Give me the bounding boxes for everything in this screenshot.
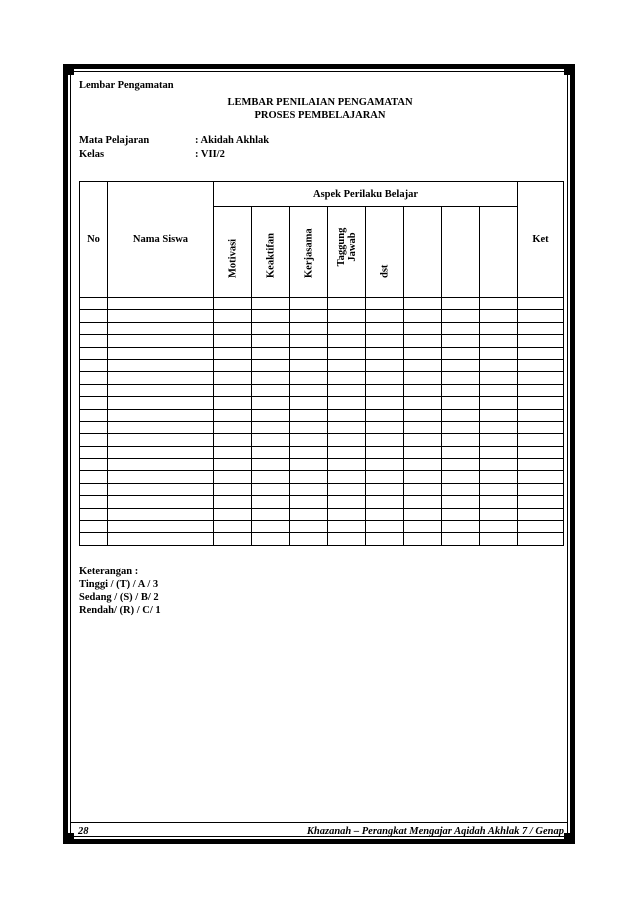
table-cell[interactable] bbox=[252, 372, 290, 384]
table-row bbox=[80, 434, 564, 446]
table-cell[interactable] bbox=[290, 310, 328, 322]
table-cell[interactable] bbox=[214, 298, 252, 310]
table-cell[interactable] bbox=[518, 335, 564, 347]
table-cell[interactable] bbox=[328, 508, 366, 520]
table-cell[interactable] bbox=[80, 508, 108, 520]
table-cell[interactable] bbox=[108, 521, 214, 533]
table-cell[interactable] bbox=[404, 347, 442, 359]
table-cell[interactable] bbox=[404, 508, 442, 520]
table-row bbox=[80, 521, 564, 533]
table-cell[interactable] bbox=[328, 384, 366, 396]
table-cell[interactable] bbox=[366, 483, 404, 495]
table-cell[interactable] bbox=[328, 483, 366, 495]
table-cell[interactable] bbox=[214, 471, 252, 483]
table-cell[interactable] bbox=[480, 298, 518, 310]
table-cell[interactable] bbox=[252, 471, 290, 483]
table-cell[interactable] bbox=[366, 434, 404, 446]
table-cell[interactable] bbox=[518, 397, 564, 409]
footer-divider bbox=[70, 822, 568, 823]
table-row bbox=[80, 421, 564, 433]
table-cell[interactable] bbox=[108, 483, 214, 495]
column-group-header-aspects: Aspek Perilaku Belajar bbox=[214, 182, 518, 207]
table-cell[interactable] bbox=[442, 347, 480, 359]
legend-item: Tinggi / (T) / A / 3 bbox=[79, 579, 159, 590]
subject-value: : Akidah Akhlak bbox=[195, 135, 270, 146]
table-cell[interactable] bbox=[366, 359, 404, 371]
table-row bbox=[80, 347, 564, 359]
table-cell[interactable] bbox=[214, 397, 252, 409]
table-cell[interactable] bbox=[518, 384, 564, 396]
table-cell[interactable] bbox=[290, 434, 328, 446]
table-cell[interactable] bbox=[404, 521, 442, 533]
table-cell[interactable] bbox=[366, 335, 404, 347]
table-cell[interactable] bbox=[328, 533, 366, 545]
table-cell[interactable] bbox=[328, 397, 366, 409]
table-row bbox=[80, 533, 564, 545]
table-row bbox=[80, 384, 564, 396]
table-cell[interactable] bbox=[108, 446, 214, 458]
table-cell[interactable] bbox=[214, 496, 252, 508]
table-cell[interactable] bbox=[442, 421, 480, 433]
table-cell[interactable] bbox=[442, 471, 480, 483]
aspect-header bbox=[404, 207, 442, 298]
table-cell[interactable] bbox=[404, 434, 442, 446]
class-label: Kelas bbox=[79, 149, 105, 160]
table-cell[interactable] bbox=[214, 508, 252, 520]
table-cell[interactable] bbox=[404, 397, 442, 409]
table-cell[interactable] bbox=[252, 347, 290, 359]
table-row bbox=[80, 483, 564, 495]
table-cell[interactable] bbox=[366, 521, 404, 533]
table-cell[interactable] bbox=[108, 397, 214, 409]
table-cell[interactable] bbox=[518, 434, 564, 446]
table-cell[interactable] bbox=[404, 483, 442, 495]
table-cell[interactable] bbox=[80, 459, 108, 471]
legend-item: Rendah/ (R) / C/ 1 bbox=[79, 605, 161, 616]
table-cell[interactable] bbox=[480, 508, 518, 520]
table-cell[interactable] bbox=[366, 310, 404, 322]
table-cell[interactable] bbox=[252, 459, 290, 471]
table-cell[interactable] bbox=[214, 310, 252, 322]
table-cell[interactable] bbox=[252, 521, 290, 533]
table-cell[interactable] bbox=[252, 508, 290, 520]
table-cell[interactable] bbox=[328, 335, 366, 347]
table-cell[interactable] bbox=[518, 359, 564, 371]
table-cell[interactable] bbox=[80, 471, 108, 483]
table-cell[interactable] bbox=[290, 496, 328, 508]
table-cell[interactable] bbox=[252, 359, 290, 371]
table-cell[interactable] bbox=[404, 459, 442, 471]
table-cell[interactable] bbox=[214, 446, 252, 458]
table-cell[interactable] bbox=[404, 298, 442, 310]
table-cell[interactable] bbox=[328, 409, 366, 421]
table-cell[interactable] bbox=[80, 347, 108, 359]
table-row bbox=[80, 298, 564, 310]
table-cell[interactable] bbox=[80, 359, 108, 371]
table-cell[interactable] bbox=[290, 459, 328, 471]
table-cell[interactable] bbox=[518, 310, 564, 322]
table-cell[interactable] bbox=[518, 496, 564, 508]
table-cell[interactable] bbox=[480, 533, 518, 545]
column-header-no: No bbox=[80, 182, 108, 298]
table-cell[interactable] bbox=[404, 533, 442, 545]
table-cell[interactable] bbox=[108, 471, 214, 483]
table-cell[interactable] bbox=[366, 421, 404, 433]
table-cell[interactable] bbox=[404, 496, 442, 508]
table-cell[interactable] bbox=[366, 298, 404, 310]
table-cell[interactable] bbox=[442, 533, 480, 545]
table-cell[interactable] bbox=[252, 310, 290, 322]
table-cell[interactable] bbox=[252, 496, 290, 508]
aspect-header: Taggung Jawab bbox=[328, 207, 366, 298]
table-cell[interactable] bbox=[108, 459, 214, 471]
table-cell[interactable] bbox=[214, 434, 252, 446]
table-cell[interactable] bbox=[404, 335, 442, 347]
table-cell[interactable] bbox=[290, 397, 328, 409]
document-title-line2: PROSES PEMBELAJARAN bbox=[254, 110, 386, 121]
table-row bbox=[80, 372, 564, 384]
table-cell[interactable] bbox=[80, 384, 108, 396]
table-cell[interactable] bbox=[290, 359, 328, 371]
table-cell[interactable] bbox=[108, 421, 214, 433]
legend-title: Keterangan : bbox=[79, 566, 139, 577]
table-cell[interactable] bbox=[442, 298, 480, 310]
table-cell[interactable] bbox=[80, 446, 108, 458]
table-cell[interactable] bbox=[518, 322, 564, 334]
table-cell[interactable] bbox=[404, 446, 442, 458]
column-header-ket: Ket bbox=[518, 182, 564, 298]
table-cell[interactable] bbox=[480, 483, 518, 495]
table-cell[interactable] bbox=[442, 459, 480, 471]
table-row bbox=[80, 397, 564, 409]
table-cell[interactable] bbox=[366, 446, 404, 458]
table-cell[interactable] bbox=[366, 397, 404, 409]
table-cell[interactable] bbox=[252, 298, 290, 310]
aspect-header bbox=[480, 207, 518, 298]
table-cell[interactable] bbox=[328, 322, 366, 334]
table-cell[interactable] bbox=[518, 471, 564, 483]
aspect-header: Kerjasama bbox=[290, 207, 328, 298]
table-cell[interactable] bbox=[480, 359, 518, 371]
table-cell[interactable] bbox=[290, 322, 328, 334]
table-cell[interactable] bbox=[518, 347, 564, 359]
table-cell[interactable] bbox=[328, 298, 366, 310]
table-cell[interactable] bbox=[328, 496, 366, 508]
table-cell[interactable] bbox=[404, 359, 442, 371]
table-cell[interactable] bbox=[366, 372, 404, 384]
table-cell[interactable] bbox=[252, 446, 290, 458]
table-cell[interactable] bbox=[290, 533, 328, 545]
aspect-header: Motivasi bbox=[214, 207, 252, 298]
table-cell[interactable] bbox=[290, 347, 328, 359]
table-cell[interactable] bbox=[290, 508, 328, 520]
table-cell[interactable] bbox=[442, 434, 480, 446]
table-cell[interactable] bbox=[404, 372, 442, 384]
table-cell[interactable] bbox=[328, 459, 366, 471]
table-cell[interactable] bbox=[480, 372, 518, 384]
table-cell[interactable] bbox=[442, 359, 480, 371]
table-cell[interactable] bbox=[80, 533, 108, 545]
table-cell[interactable] bbox=[366, 459, 404, 471]
table-cell[interactable] bbox=[518, 459, 564, 471]
table-cell[interactable] bbox=[108, 298, 214, 310]
table-cell[interactable] bbox=[214, 533, 252, 545]
legend-item: Sedang / (S) / B/ 2 bbox=[79, 592, 159, 603]
table-cell[interactable] bbox=[480, 347, 518, 359]
table-cell[interactable] bbox=[214, 335, 252, 347]
table-cell[interactable] bbox=[442, 521, 480, 533]
table-cell[interactable] bbox=[214, 521, 252, 533]
table-cell[interactable] bbox=[214, 347, 252, 359]
table-cell[interactable] bbox=[108, 359, 214, 371]
table-cell[interactable] bbox=[328, 359, 366, 371]
table-cell[interactable] bbox=[480, 471, 518, 483]
table-cell[interactable] bbox=[290, 471, 328, 483]
table-cell[interactable] bbox=[442, 483, 480, 495]
table-cell[interactable] bbox=[108, 496, 214, 508]
table-cell[interactable] bbox=[108, 347, 214, 359]
table-cell[interactable] bbox=[480, 521, 518, 533]
frame-corner bbox=[63, 64, 74, 75]
table-cell[interactable] bbox=[80, 496, 108, 508]
table-cell[interactable] bbox=[518, 446, 564, 458]
table-cell[interactable] bbox=[518, 421, 564, 433]
table-cell[interactable] bbox=[480, 446, 518, 458]
table-row bbox=[80, 409, 564, 421]
frame-corner bbox=[63, 833, 74, 844]
table-cell[interactable] bbox=[366, 471, 404, 483]
table-cell[interactable] bbox=[80, 421, 108, 433]
table-cell[interactable] bbox=[518, 533, 564, 545]
table-row bbox=[80, 335, 564, 347]
table-cell[interactable] bbox=[480, 409, 518, 421]
table-cell[interactable] bbox=[252, 421, 290, 433]
table-cell[interactable] bbox=[404, 409, 442, 421]
class-value: : VII/2 bbox=[195, 149, 225, 160]
table-cell[interactable] bbox=[404, 322, 442, 334]
table-cell[interactable] bbox=[290, 446, 328, 458]
table-cell[interactable] bbox=[404, 421, 442, 433]
table-cell[interactable] bbox=[442, 508, 480, 520]
table-cell[interactable] bbox=[442, 310, 480, 322]
table-cell[interactable] bbox=[480, 384, 518, 396]
table-row bbox=[80, 446, 564, 458]
table-cell[interactable] bbox=[442, 496, 480, 508]
table-cell[interactable] bbox=[214, 459, 252, 471]
table-cell[interactable] bbox=[480, 310, 518, 322]
table-cell[interactable] bbox=[290, 372, 328, 384]
table-cell[interactable] bbox=[290, 335, 328, 347]
table-cell[interactable] bbox=[328, 421, 366, 433]
table-row bbox=[80, 471, 564, 483]
table-cell[interactable] bbox=[366, 384, 404, 396]
document-title-line1: LEMBAR PENILAIAN PENGAMATAN bbox=[227, 97, 413, 108]
column-header-name: Nama Siswa bbox=[108, 182, 214, 298]
table-row bbox=[80, 322, 564, 334]
table-cell[interactable] bbox=[214, 359, 252, 371]
table-cell[interactable] bbox=[80, 409, 108, 421]
table-cell[interactable] bbox=[442, 397, 480, 409]
table-cell[interactable] bbox=[214, 421, 252, 433]
table-cell[interactable] bbox=[290, 384, 328, 396]
table-cell[interactable] bbox=[518, 409, 564, 421]
table-cell[interactable] bbox=[108, 384, 214, 396]
table-cell[interactable] bbox=[108, 322, 214, 334]
table-row bbox=[80, 310, 564, 322]
subject-label: Mata Pelajaran bbox=[79, 135, 150, 146]
table-cell[interactable] bbox=[480, 421, 518, 433]
table-cell[interactable] bbox=[214, 409, 252, 421]
table-cell[interactable] bbox=[328, 521, 366, 533]
table-cell[interactable] bbox=[404, 471, 442, 483]
table-cell[interactable] bbox=[366, 322, 404, 334]
table-cell[interactable] bbox=[80, 335, 108, 347]
table-cell[interactable] bbox=[108, 434, 214, 446]
page-number: 28 bbox=[78, 826, 89, 837]
table-cell[interactable] bbox=[80, 434, 108, 446]
table-cell[interactable] bbox=[442, 409, 480, 421]
table-cell[interactable] bbox=[518, 521, 564, 533]
table-cell[interactable] bbox=[108, 372, 214, 384]
table-cell[interactable] bbox=[442, 446, 480, 458]
table-cell[interactable] bbox=[480, 434, 518, 446]
table-cell[interactable] bbox=[480, 322, 518, 334]
table-cell[interactable] bbox=[518, 298, 564, 310]
table-cell[interactable] bbox=[252, 335, 290, 347]
table-cell[interactable] bbox=[80, 310, 108, 322]
table-cell[interactable] bbox=[328, 434, 366, 446]
table-cell[interactable] bbox=[252, 397, 290, 409]
table-cell[interactable] bbox=[366, 508, 404, 520]
table-cell[interactable] bbox=[328, 471, 366, 483]
table-cell[interactable] bbox=[108, 335, 214, 347]
sheet-label: Lembar Pengamatan bbox=[79, 80, 174, 91]
table-cell[interactable] bbox=[366, 409, 404, 421]
aspect-header: dst bbox=[366, 207, 404, 298]
table-cell[interactable] bbox=[214, 384, 252, 396]
table-cell[interactable] bbox=[366, 347, 404, 359]
table-cell[interactable] bbox=[252, 483, 290, 495]
frame-corner bbox=[564, 833, 575, 844]
table-row bbox=[80, 496, 564, 508]
table-cell[interactable] bbox=[442, 384, 480, 396]
table-cell[interactable] bbox=[290, 421, 328, 433]
table-row bbox=[80, 459, 564, 471]
table-cell[interactable] bbox=[252, 409, 290, 421]
aspect-header: Keaktifan bbox=[252, 207, 290, 298]
book-title: Khazanah – Perangkat Mengajar Aqidah Akhlak 7 / Genap bbox=[306, 826, 564, 837]
table-cell[interactable] bbox=[252, 322, 290, 334]
table-cell[interactable] bbox=[518, 483, 564, 495]
table-cell[interactable] bbox=[480, 496, 518, 508]
table-cell[interactable] bbox=[214, 372, 252, 384]
table-cell[interactable] bbox=[290, 483, 328, 495]
frame-corner bbox=[564, 64, 575, 75]
table-cell[interactable] bbox=[480, 459, 518, 471]
table-cell[interactable] bbox=[290, 521, 328, 533]
table-cell[interactable] bbox=[108, 508, 214, 520]
aspect-header bbox=[442, 207, 480, 298]
table-cell[interactable] bbox=[290, 298, 328, 310]
table-cell[interactable] bbox=[366, 496, 404, 508]
table-cell[interactable] bbox=[404, 310, 442, 322]
table-cell[interactable] bbox=[80, 322, 108, 334]
table-cell[interactable] bbox=[442, 322, 480, 334]
table-row bbox=[80, 359, 564, 371]
table-row bbox=[80, 508, 564, 520]
observation-table bbox=[79, 181, 564, 546]
table-cell[interactable] bbox=[328, 446, 366, 458]
table-cell[interactable] bbox=[252, 434, 290, 446]
table-cell[interactable] bbox=[328, 310, 366, 322]
table-cell[interactable] bbox=[108, 533, 214, 545]
table-cell[interactable] bbox=[366, 533, 404, 545]
table-cell[interactable] bbox=[442, 335, 480, 347]
table-cell[interactable] bbox=[518, 372, 564, 384]
table-cell[interactable] bbox=[214, 483, 252, 495]
table-cell[interactable] bbox=[80, 372, 108, 384]
table-cell[interactable] bbox=[518, 508, 564, 520]
table-cell[interactable] bbox=[328, 347, 366, 359]
table-cell[interactable] bbox=[252, 533, 290, 545]
table-cell[interactable] bbox=[404, 384, 442, 396]
table-cell[interactable] bbox=[290, 409, 328, 421]
table-cell[interactable] bbox=[108, 310, 214, 322]
table-cell[interactable] bbox=[80, 483, 108, 495]
table-cell[interactable] bbox=[80, 521, 108, 533]
table-cell[interactable] bbox=[80, 298, 108, 310]
table-cell[interactable] bbox=[252, 384, 290, 396]
table-cell[interactable] bbox=[480, 335, 518, 347]
table-cell[interactable] bbox=[442, 372, 480, 384]
table-cell[interactable] bbox=[328, 372, 366, 384]
table-cell[interactable] bbox=[214, 322, 252, 334]
table-cell[interactable] bbox=[80, 397, 108, 409]
table-cell[interactable] bbox=[108, 409, 214, 421]
table-cell[interactable] bbox=[480, 397, 518, 409]
